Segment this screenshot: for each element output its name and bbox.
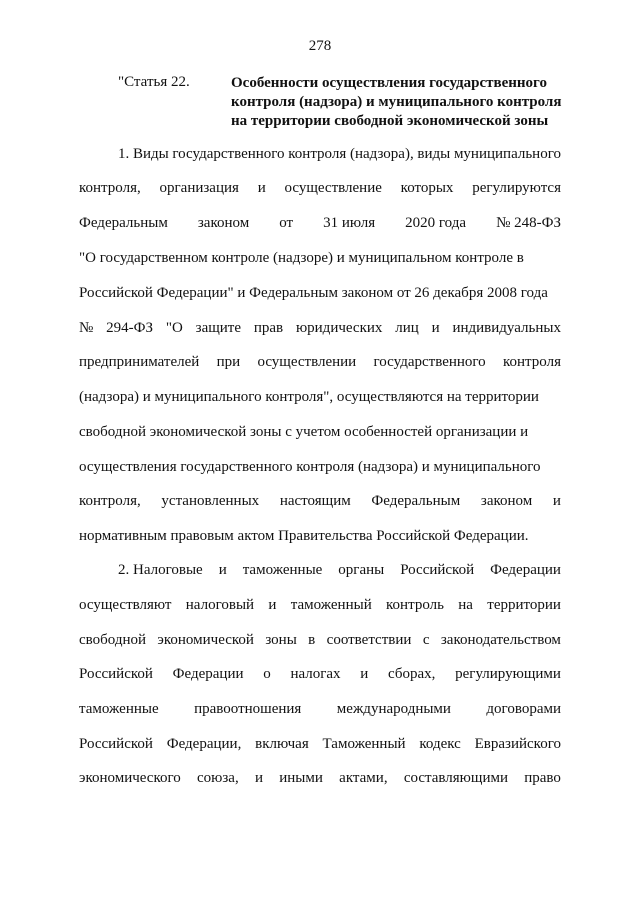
word: 1. bbox=[118, 146, 130, 162]
word: юридических bbox=[295, 320, 383, 336]
word: с bbox=[422, 632, 430, 648]
word: экономической bbox=[157, 632, 254, 648]
word: таможенный bbox=[290, 597, 372, 613]
article-title-line: на территории свободной экономической зоны bbox=[231, 113, 549, 129]
word: Федеральным bbox=[79, 215, 168, 231]
word: прав bbox=[253, 320, 284, 336]
word: сборах, bbox=[388, 666, 436, 682]
text-line bbox=[118, 144, 561, 164]
word: включая bbox=[255, 736, 309, 752]
word: Виды bbox=[132, 146, 169, 162]
word: Федерации bbox=[490, 562, 561, 578]
word: государственного bbox=[373, 354, 486, 370]
text-line bbox=[79, 595, 561, 615]
word: международными bbox=[336, 701, 451, 717]
text-line bbox=[118, 560, 561, 580]
word: Федеральным bbox=[371, 493, 461, 509]
word: законодательством bbox=[440, 632, 561, 648]
text-line bbox=[79, 352, 561, 372]
text-line bbox=[79, 734, 561, 754]
word: и bbox=[254, 770, 263, 786]
page-number: 278 bbox=[308, 38, 332, 54]
word: 2. Налоговые bbox=[118, 562, 203, 578]
word: государственного bbox=[172, 146, 285, 162]
text-line: нормативным правовым актом Правительства Российской Федерации. bbox=[79, 528, 529, 544]
word: свободной bbox=[79, 632, 147, 648]
word: установленных bbox=[161, 493, 260, 509]
word: Федерации, bbox=[166, 736, 242, 752]
word: органы bbox=[338, 562, 385, 578]
word: и bbox=[268, 597, 277, 613]
text-line bbox=[79, 699, 561, 719]
text-line: Российской Федерации" и Федеральным законом от 26 декабря 2008 года bbox=[79, 285, 548, 301]
word: предпринимателей bbox=[79, 354, 200, 370]
word: и bbox=[218, 562, 227, 578]
word: осуществляют bbox=[79, 597, 172, 613]
text-line bbox=[79, 318, 561, 338]
text-line: осуществления государственного контроля (надзора) и муниципального bbox=[79, 459, 541, 475]
word: от bbox=[279, 215, 294, 231]
word: экономического bbox=[79, 770, 181, 786]
article-title-line: Особенности осуществления государственного bbox=[231, 75, 547, 91]
word: контроля bbox=[288, 146, 347, 162]
word: зоны bbox=[265, 632, 297, 648]
word: налоговый bbox=[185, 597, 255, 613]
word: и bbox=[257, 180, 266, 196]
word: территории bbox=[487, 597, 561, 613]
word: право bbox=[524, 770, 561, 786]
word: законом bbox=[197, 215, 250, 231]
word: контроля bbox=[503, 354, 561, 370]
word: защите bbox=[195, 320, 242, 336]
word: и bbox=[431, 320, 440, 336]
word: Таможенный bbox=[322, 736, 406, 752]
word: организация bbox=[159, 180, 239, 196]
word: регулируются bbox=[472, 180, 561, 196]
word: виды bbox=[417, 146, 451, 162]
text-line bbox=[79, 768, 561, 788]
word: и bbox=[552, 493, 561, 509]
article-label: "Статья 22. bbox=[118, 74, 190, 90]
word: в bbox=[308, 632, 316, 648]
word: таможенные bbox=[79, 701, 159, 717]
word: налогах bbox=[290, 666, 341, 682]
word: Евразийского bbox=[474, 736, 561, 752]
word: союза, bbox=[197, 770, 239, 786]
word: которых bbox=[400, 180, 454, 196]
word: таможенные bbox=[242, 562, 323, 578]
word: о bbox=[263, 666, 271, 682]
word: правоотношения bbox=[194, 701, 302, 717]
text-line bbox=[79, 630, 561, 650]
word: лиц bbox=[395, 320, 419, 336]
word: "О bbox=[165, 320, 183, 336]
word: составляющими bbox=[403, 770, 508, 786]
word: контроль bbox=[386, 597, 444, 613]
word: Российской bbox=[79, 666, 153, 682]
text-line bbox=[79, 664, 561, 684]
word: осуществлении bbox=[257, 354, 357, 370]
text-line bbox=[79, 491, 561, 511]
word: Российской bbox=[79, 736, 153, 752]
word: индивидуальных bbox=[452, 320, 561, 336]
word: актами, bbox=[339, 770, 388, 786]
word: законом bbox=[480, 493, 533, 509]
word: регулирующими bbox=[455, 666, 561, 682]
word: настоящим bbox=[279, 493, 351, 509]
word: контроля, bbox=[79, 180, 141, 196]
word: № bbox=[79, 320, 94, 336]
word: кодекс bbox=[419, 736, 461, 752]
word: муниципального bbox=[453, 146, 561, 162]
word: 31 июля bbox=[323, 215, 376, 231]
word: договорами bbox=[486, 701, 561, 717]
article-title-line: контроля (надзора) и муниципального контроля bbox=[231, 94, 562, 110]
word: 294-ФЗ bbox=[106, 320, 154, 336]
word: № 248-ФЗ bbox=[496, 215, 561, 231]
word: Федерации bbox=[172, 666, 244, 682]
word: осуществление bbox=[284, 180, 382, 196]
word: контроля, bbox=[79, 493, 141, 509]
word: (надзора), bbox=[349, 146, 414, 162]
text-line bbox=[79, 213, 561, 233]
word: 2020 года bbox=[405, 215, 467, 231]
word: при bbox=[216, 354, 241, 370]
word: иными bbox=[279, 770, 323, 786]
text-line: (надзора) и муниципального контроля", осуществляются на территории bbox=[79, 389, 539, 405]
word: Российской bbox=[400, 562, 475, 578]
text-line bbox=[79, 178, 561, 198]
text-line: "О государственном контроле (надзоре) и муниципальном контроле в bbox=[79, 250, 524, 266]
article-title bbox=[231, 74, 571, 131]
text-line: свободной экономической зоны с учетом особенностей организации и bbox=[79, 424, 529, 440]
word: и bbox=[360, 666, 369, 682]
word: на bbox=[458, 597, 473, 613]
word: соответствии bbox=[326, 632, 412, 648]
